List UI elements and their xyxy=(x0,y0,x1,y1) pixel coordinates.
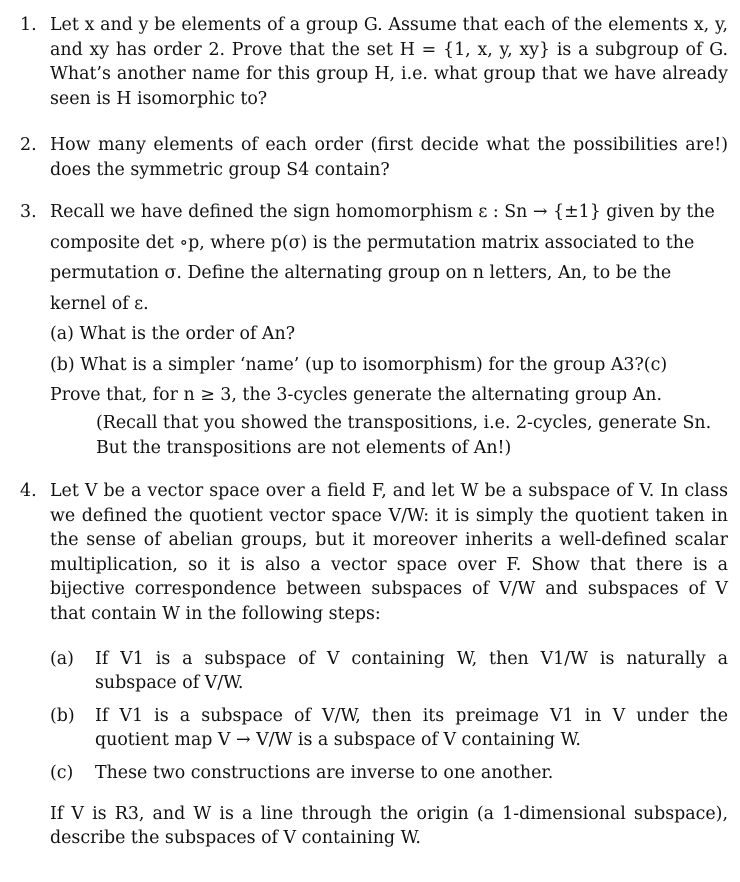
problem-closing: If V is R3, and W is a line through the origin (a 1-dimensional subspace), describe the subspaces of V containing W. xyxy=(50,803,728,849)
recall-note: (Recall that you showed the transpositions, i.e. 2-cycles, generate Sn. But the transpositions are not elements of An!) xyxy=(96,412,712,458)
problem-number: 3. xyxy=(20,202,37,222)
part-label: (a) xyxy=(50,648,74,669)
part-text: These two constructions are inverse to one another. xyxy=(95,762,554,783)
problem-4 xyxy=(20,479,728,851)
part-text: If V1 is a subspace of V/W, then its preimage V1 in V under the quotient map V → V/W is a subspace of V containing W. xyxy=(95,705,728,751)
problem-1 xyxy=(20,13,728,111)
part-text: If V1 is a subspace of V containing W, then V1/W is naturally a subspace of V/W. xyxy=(95,648,728,694)
problem-number: 4. xyxy=(20,481,37,501)
part-c: Prove that, for n ≥ 3, the 3-cycles generate the alternating group An. xyxy=(50,385,662,405)
problem-3 xyxy=(20,197,728,461)
problem-intro: Recall we have defined the sign homomorphism ε : Sn → {±1} given by the composite det ∘p, where p(σ) is the permutation matrix associated to the permutation σ. Define the alternating group on n letters, An, to be the kernel of ε. xyxy=(50,202,715,314)
problem-text: How many elements of each order (first decide what the possibilities are!) does the symmetric group S4 contain? xyxy=(50,135,728,180)
problem-text: Let x and y be elements of a group G. Assume that each of the elements x, y, and xy has order 2. Prove that the set H = {1, x, y, xy} is a subgroup of G. What’s another name for this group H, i.e. what group that we have already seen is H isomorphic to? xyxy=(50,15,728,109)
part-b xyxy=(50,704,728,753)
part-a xyxy=(50,647,728,696)
part-b: (b) What is a simpler ‘name’ (up to isomorphism) for the group A3?(c) xyxy=(50,354,668,375)
problem-number: 1. xyxy=(20,15,37,35)
problem-2 xyxy=(20,133,728,182)
problem-number: 2. xyxy=(20,135,37,155)
part-a: (a) What is the order of An? xyxy=(50,324,296,344)
part-c xyxy=(50,761,728,786)
problem-intro: Let V be a vector space over a field F, and let W be a subspace of V. In class we defined the quotient vector space V/W: it is simply the quotient taken in the sense of abelian groups, but it moreover inherits a well-defined scalar multiplication, so it is also a vector space over F. Show that there is a bijective correspondence between subspaces of V/W and subspaces of V that contain W in the following steps: xyxy=(50,481,728,624)
part-label: (c) xyxy=(50,762,74,783)
part-label: (b) xyxy=(50,705,75,726)
